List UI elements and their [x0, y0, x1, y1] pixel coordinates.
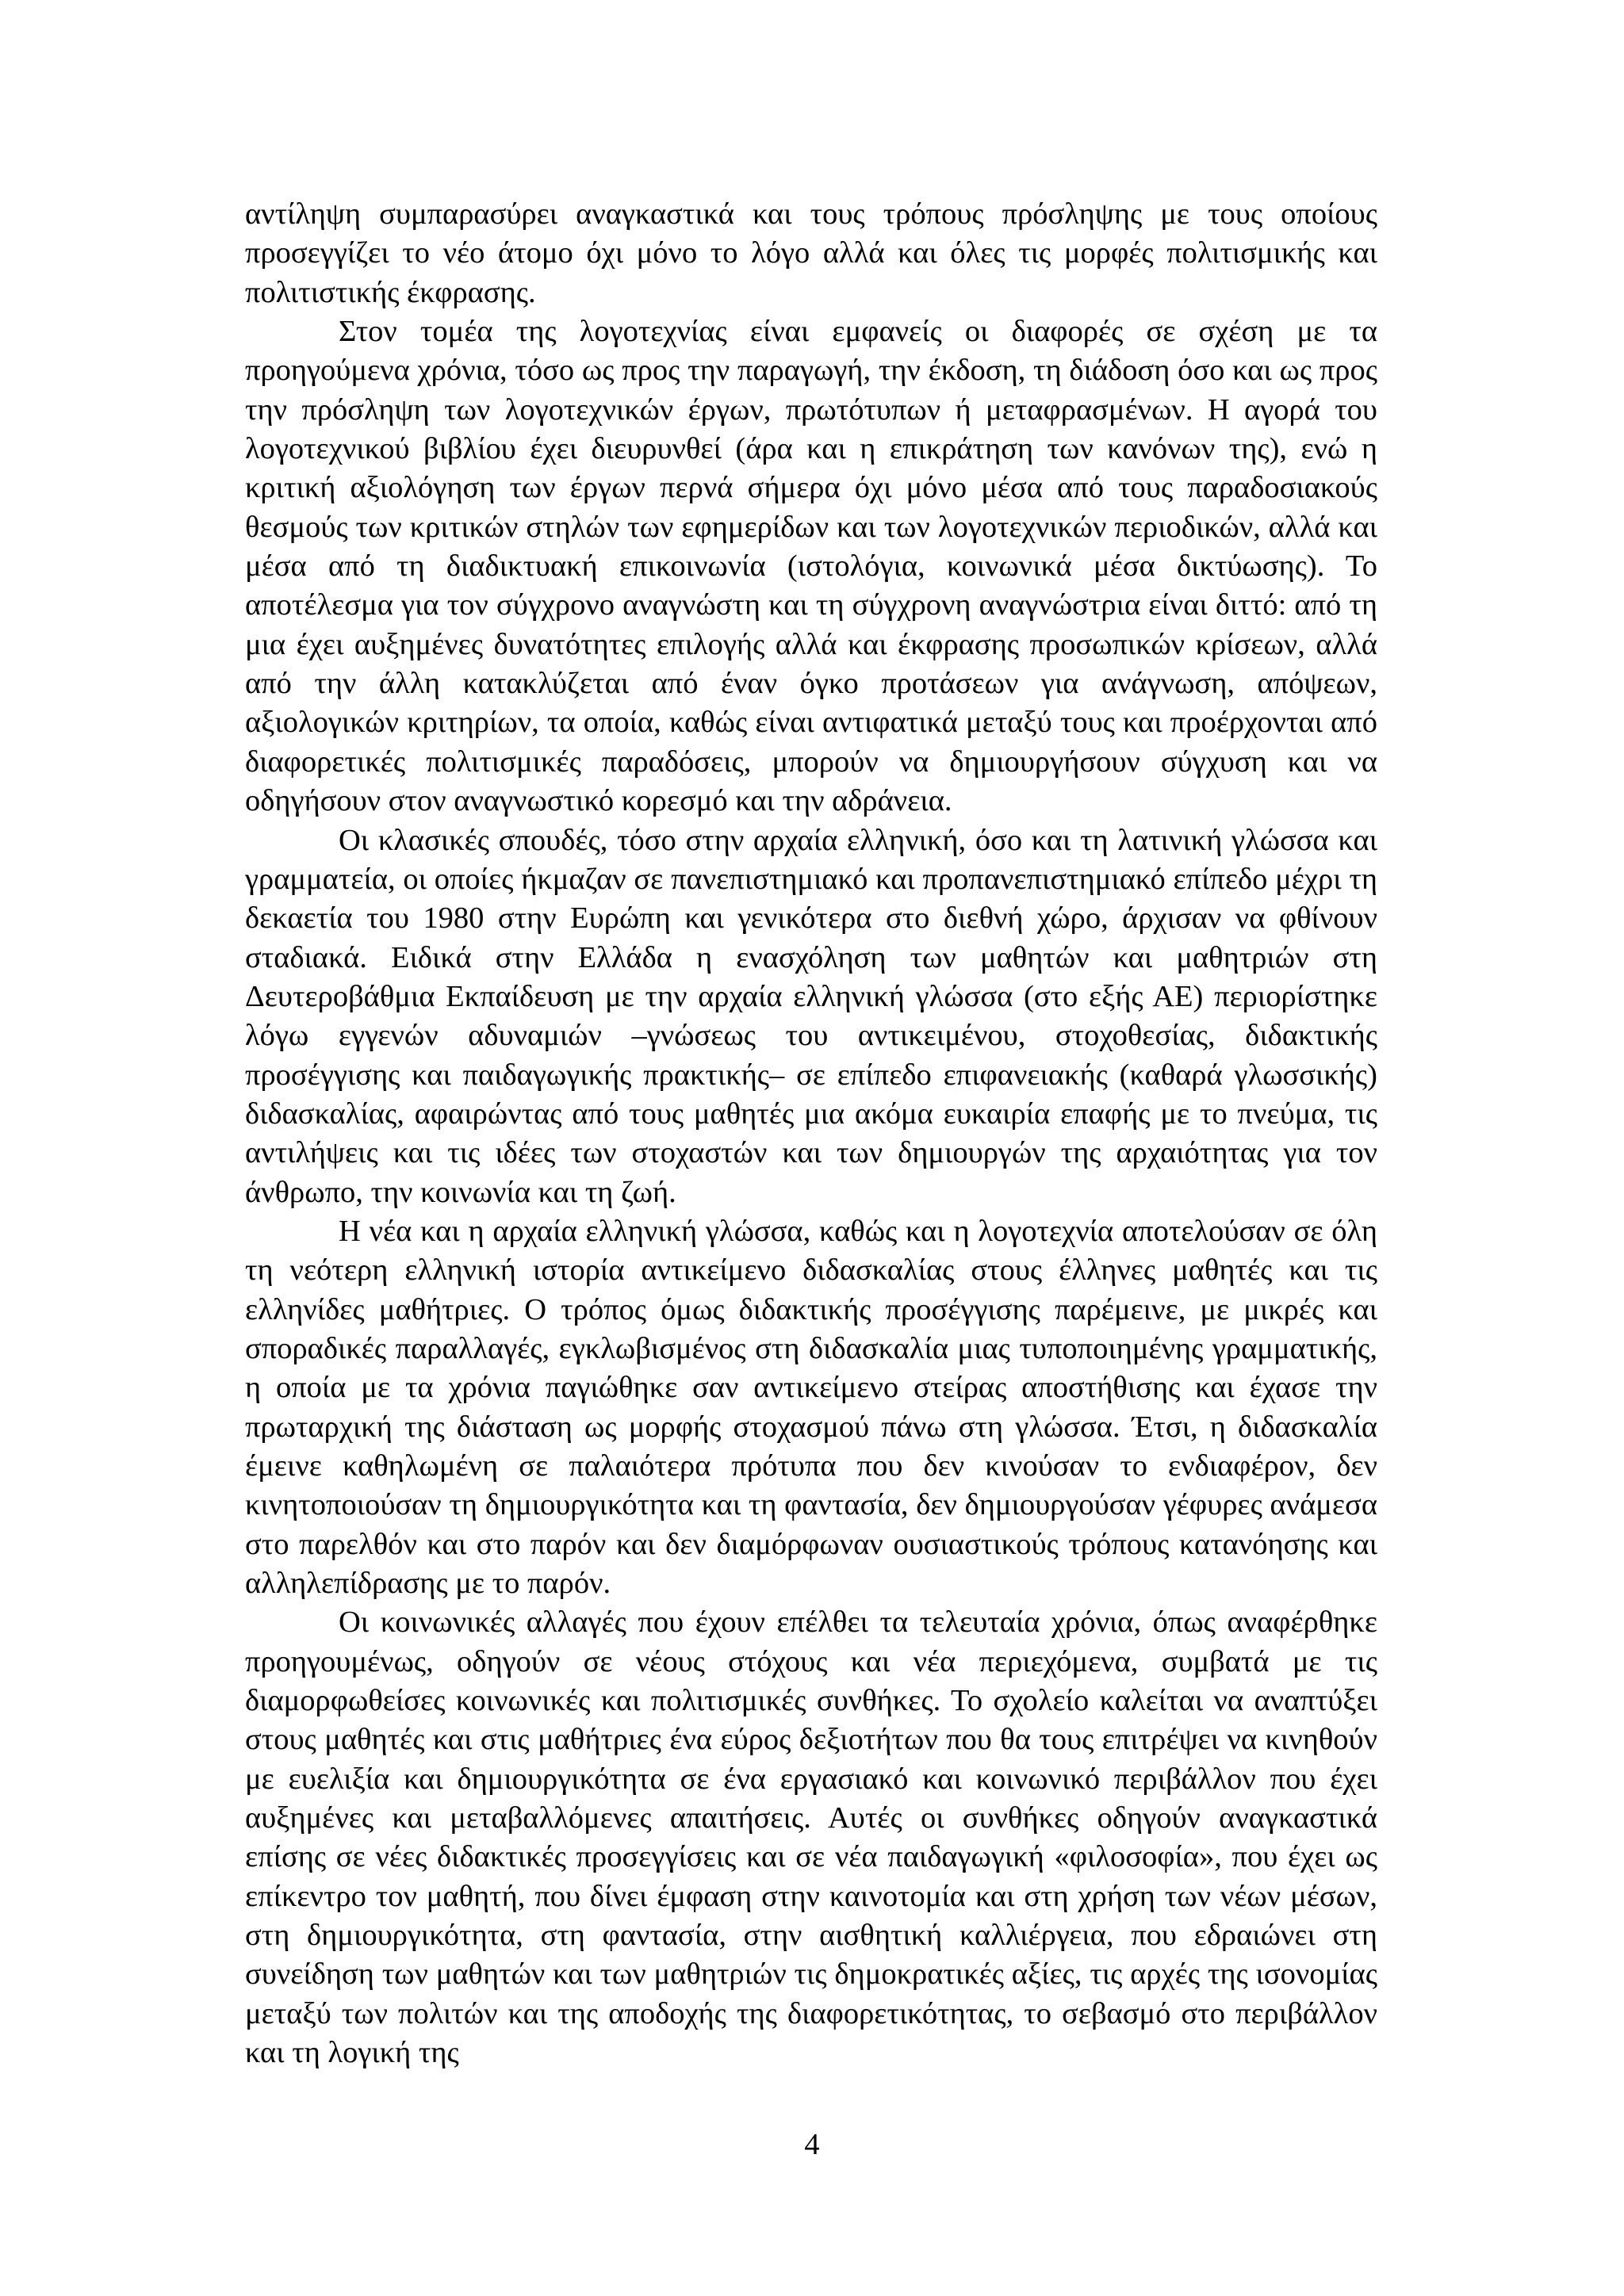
body-text — [245, 195, 1377, 2073]
paragraph-greek-language-teaching: Η νέα και η αρχαία ελληνική γλώσσα, καθώς και η λογοτεχνία αποτελούσαν σε όλη τη νεότερη ελληνική ιστορία αντικείμενο διδασκαλίας στους έλληνες μαθητές και τις ελληνίδες μαθήτριες. Ο τρόπος όμως διδακτικής προσέγγισης παρέμεινε, με μικρές και σποραδικές παραλλαγές, εγκλωβισμένος στη διδασκαλία μιας τυποποιημένης γραμματικής, η οποία με τα χρόνια παγιώθηκε σαν αντικείμενο στείρας αποστήθισης και έχασε την πρωταρχική της διάσταση ως μορφής στοχασμού πάνω στη γλώσσα. Έτσι, η διδασκαλία έμεινε καθηλωμένη σε παλαιότερα πρότυπα που δεν κινούσαν το ενδιαφέρον, δεν κινητοποιούσαν τη δημιουργικότητα και τη φαντασία, δεν δημιουργούσαν γέφυρες ανάμεσα στο παρελθόν και στο παρόν και δεν διαμόρφωναν ουσιαστικούς τρόπους κατανόησης και αλληλεπίδρασης με το παρόν. — [245, 1214, 1377, 1601]
paragraph-literature: Στον τομέα της λογοτεχνίας είναι εμφανείς οι διαφορές σε σχέση με τα προηγούμενα χρόνια, τόσο ως προς την παραγωγή, την έκδοση, τη διάδοση όσο και ως προς την πρόσληψη των λογοτεχνικών έργων, πρωτότυπων ή μεταφρασμένων. Η αγορά του λογοτεχνικού βιβλίου έχει διευρυνθεί (άρα και η επικράτηση των κανόνων της), ενώ η κριτική αξιολόγηση των έργων περνά σήμερα όχι μόνο μέσα από τους παραδοσιακούς θεσμούς των κριτικών στηλών των εφημερίδων και των λογοτεχνικών περιοδικών, αλλά και μέσα από τη διαδικτυακή επικοινωνία (ιστολόγια, κοινωνικά μέσα δικτύωσης). Το αποτέλεσμα για τον σύγχρονο αναγνώστη και τη σύγχρονη αναγνώστρια είναι διττό: από τη μια έχει αυξημένες δυνατότητες επιλογής αλλά και έκφρασης προσωπικών κρίσεων, αλλά από την άλλη κατακλύζεται από έναν όγκο προτάσεων για ανάγνωση, απόψεων, αξιολογικών κριτηρίων, τα οποία, καθώς είναι αντιφατικά μεταξύ τους και προέρχονται από διαφορετικές πολιτισμικές παραδόσεις, μπορούν να δημιουργήσουν σύγχυση και να οδηγήσουν στον αναγνωστικό κορεσμό και την αδράνεια. — [245, 315, 1377, 818]
paragraph-social-changes: Οι κοινωνικές αλλαγές που έχουν επέλθει τα τελευταία χρόνια, όπως αναφέρθηκε προηγουμένως, οδηγούν σε νέους στόχους και νέα περιεχόμενα, συμβατά με τις διαμορφωθείσες κοινωνικές και πολιτισμικές συνθήκες. Το σχολείο καλείται να αναπτύξει στους μαθητές και στις μαθήτριες ένα εύρος δεξιοτήτων που θα τους επιτρέψει να κινηθούν με ευελιξία και δημιουργικότητα σε ένα εργασιακό και κοινωνικό περιβάλλον που έχει αυξημένες και μεταβαλλόμενες απαιτήσεις. Αυτές οι συνθήκες οδηγούν αναγκαστικά επίσης σε νέες διδακτικές προσεγγίσεις και σε νέα παιδαγωγική «φιλοσοφία», που έχει ως επίκεντρο τον μαθητή, που δίνει έμφαση στην καινοτομία και στη χρήση των νέων μέσων, στη δημιουργικότητα, στη φαντασία, στην αισθητική καλλιέργεια, που εδραιώνει στη συνείδηση των μαθητών και των μαθητριών τις δημοκρατικές αξίες, τις αρχές της ισονομίας μεταξύ των πολιτών και της αποδοχής της διαφορετικότητας, το σεβασμό στο περιβάλλον και τη λογική της — [245, 1605, 1377, 2070]
paragraph-classical-studies: Οι κλασικές σπουδές, τόσο στην αρχαία ελληνική, όσο και τη λατινική γλώσσα και γραμματεία, οι οποίες ήκμαζαν σε πανεπιστημιακό και προπανεπιστημιακό επίπεδο μέχρι τη δεκαετία του 1980 στην Ευρώπη και γενικότερα στο διεθνή χώρο, άρχισαν να φθίνουν σταδιακά. Ειδικά στην Ελλάδα η ενασχόληση των μαθητών και μαθητριών στη Δευτεροβάθμια Εκπαίδευση με την αρχαία ελληνική γλώσσα (στο εξής ΑΕ) περιορίστηκε λόγω εγγενών αδυναμιών –γνώσεως του αντικειμένου, στοχοθεσίας, διδακτικής προσέγγισης και παιδαγωγικής πρακτικής– σε επίπεδο επιφανειακής (καθαρά γλωσσικής) διδασκαλίας, αφαιρώντας από τους μαθητές μια ακόμα ευκαιρία επαφής με το πνεύμα, τις αντιλήψεις και τις ιδέες των στοχαστών και των δημιουργών της αρχαιότητας για τον άνθρωπο, την κοινωνία και τη ζωή. — [245, 823, 1377, 1209]
paragraph-continuation: αντίληψη συμπαρασύρει αναγκαστικά και τους τρόπους πρόσληψης με τους οποίους προσεγγίζει το νέο άτομο όχι μόνο το λόγο αλλά και όλες τις μορφές πολιτισμικής και πολιτιστικής έκφρασης. — [245, 197, 1377, 309]
page-number: 4 — [804, 2128, 820, 2161]
